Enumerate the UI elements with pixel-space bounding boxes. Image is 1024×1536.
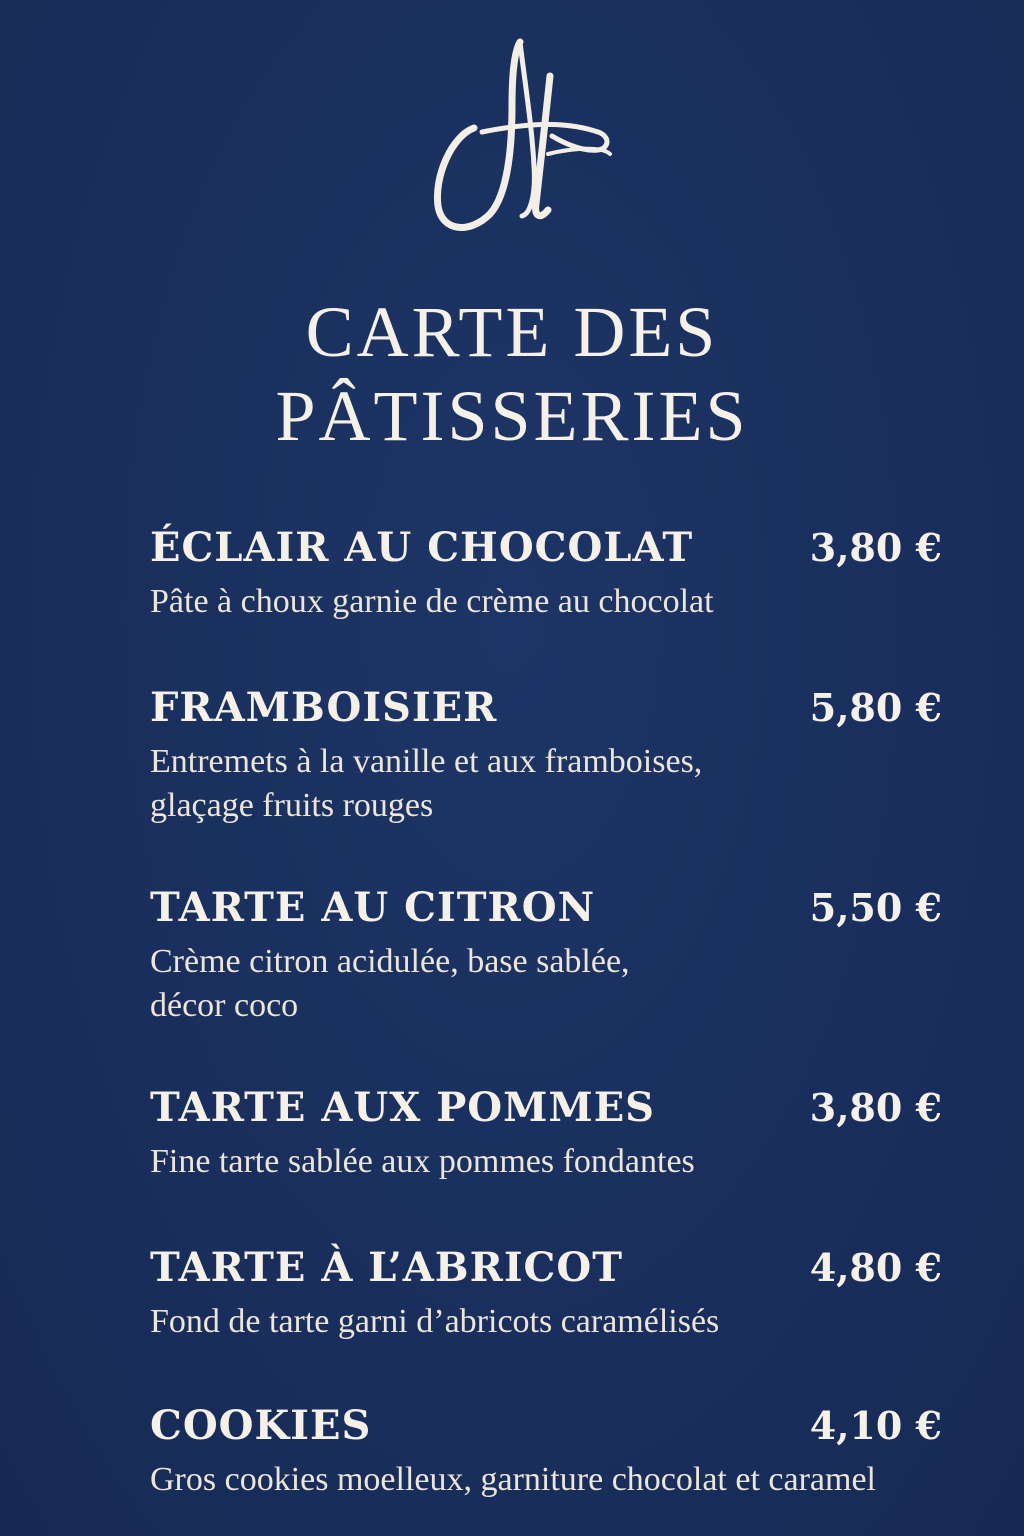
page-title [0,290,1024,458]
item-description-line-2: décor coco [150,987,299,1024]
item-name: FRAMBOISIER [150,684,498,731]
monogram-logo [412,36,622,246]
item-description: Fond de tarte garni d’abricots caramélisés [150,1303,720,1340]
item-name: TARTE AU CITRON [150,884,596,931]
menu-item-tarte-citron [150,880,980,1028]
item-price: 4,10 € [809,1403,942,1448]
item-description [150,940,970,1028]
item-description-line-1: Crème citron acidulée, base sablée, [150,943,630,980]
item-price: 3,80 € [809,1085,942,1130]
item-description: Pâte à choux garnie de crème au chocolat [150,583,714,620]
item-name: TARTE AUX POMMES [150,1084,656,1131]
item-name: TARTE À L’ABRICOT [150,1244,623,1291]
item-description-line-2: glaçage fruits rouges [150,787,434,824]
item-price: 4,80 € [809,1245,942,1290]
item-description-line-1: Entremets à la vanille et aux framboises, [150,743,703,780]
monogram-logo-icon [412,36,622,246]
menu-item-tarte-abricot [150,1240,980,1344]
menu-item-framboisier [150,680,980,828]
title-line-1: CARTE DES [305,292,719,372]
title-line-2: PÂTISSERIES [275,376,749,456]
item-name: COOKIES [150,1402,372,1449]
item-price: 5,50 € [809,885,942,930]
item-price: 3,80 € [809,525,942,570]
item-name: ÉCLAIR AU CHOCOLAT [150,524,694,571]
item-price: 5,80 € [809,685,942,730]
item-description: Gros cookies moelleux, garniture chocolat et caramel [150,1461,876,1498]
menu-item-tarte-pommes [150,1080,980,1184]
menu-item-eclair [150,520,980,624]
menu-item-cookies [150,1398,980,1502]
item-description [150,740,970,828]
item-description: Fine tarte sablée aux pommes fondantes [150,1143,695,1180]
